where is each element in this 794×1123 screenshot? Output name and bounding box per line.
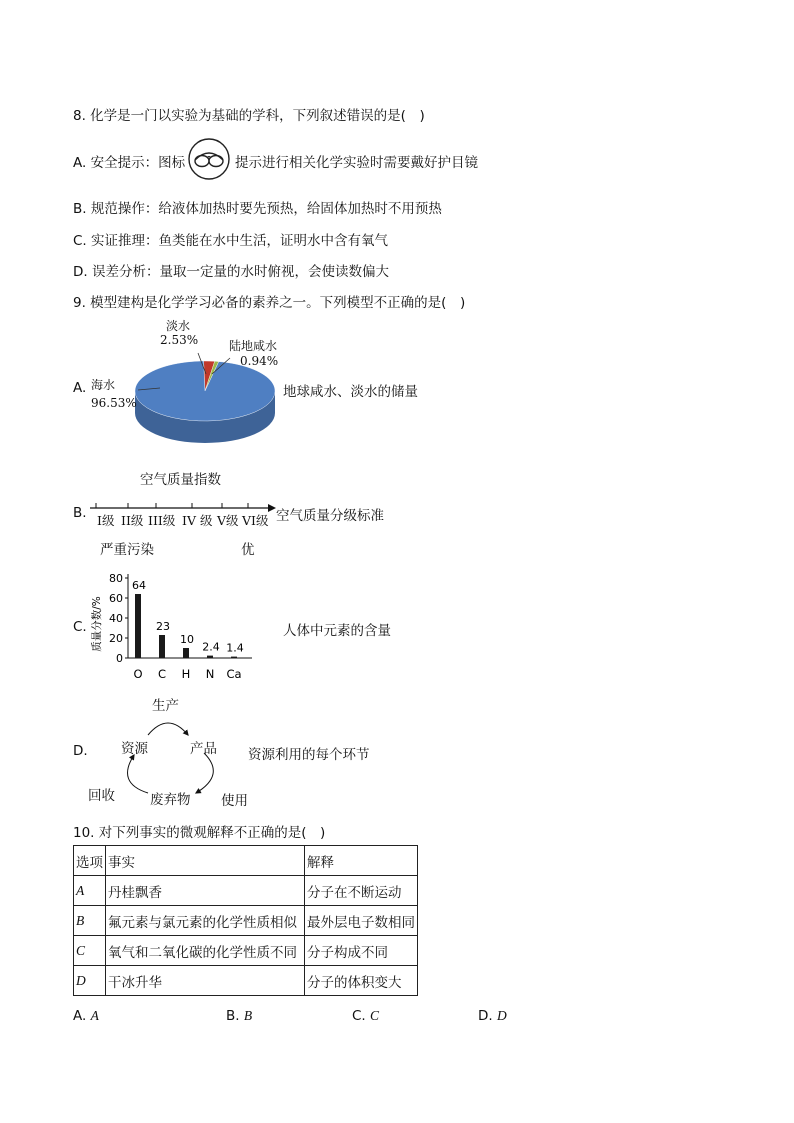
aqi-level-3: III级	[148, 513, 176, 528]
cycle-arrows	[100, 705, 240, 805]
q9-option-a-letter: A.	[73, 380, 87, 396]
q10-option-a	[73, 1008, 99, 1024]
table-header-row	[74, 846, 418, 876]
pie-label-fresh: 淡水	[166, 319, 191, 333]
q9-option-b-caption: 空气质量分级标准	[276, 508, 384, 524]
q10-option-c-value: C	[370, 1008, 380, 1023]
table-header-fact: 事实	[106, 846, 305, 876]
aqi-level-5: V级	[217, 513, 239, 528]
q8-option-b: B. 规范操作：给液体加热时要先预热，给固体加热时不用预热	[73, 201, 442, 217]
q10-option-a-prefix: A.	[73, 1008, 87, 1024]
facts-table	[73, 845, 418, 996]
q8-stem: 8. 化学是一门以实验为基础的学科，下列叙述错误的是( )	[73, 108, 425, 124]
bar-value-label: 23	[156, 620, 170, 633]
aqi-left-end: 严重污染	[100, 542, 154, 558]
aqi-level-1: I级	[97, 513, 115, 528]
q9-option-c-caption: 人体中元素的含量	[283, 623, 391, 639]
table-row	[74, 966, 418, 996]
q10-option-d-prefix: D.	[478, 1008, 493, 1024]
q8-option-a-suffix: 提示进行相关化学实验时需要戴好护目镜	[235, 155, 478, 171]
aqi-level-2: II级	[121, 513, 144, 528]
q9-option-d-letter: D.	[73, 743, 88, 759]
q10-option-d	[478, 1008, 507, 1024]
aqi-level-6: VI级	[242, 513, 269, 528]
table-cell-explanation: 分子构成不同	[305, 936, 418, 966]
pie-pct-sea: 96.53%	[91, 396, 137, 410]
table-cell-explanation: 分子的体积变大	[305, 966, 418, 996]
aqi-right-end: 优	[241, 542, 255, 558]
aqi-axis-title: 空气质量指数	[140, 472, 221, 488]
cycle-node-product: 产品	[190, 741, 217, 757]
bar-value-label: 2.4	[202, 640, 220, 654]
q9-option-b-letter: B.	[73, 505, 87, 521]
q10-option-a-value: A	[90, 1008, 99, 1023]
bar-category-label: H	[181, 667, 191, 681]
q10-option-c-prefix: C.	[352, 1008, 366, 1024]
q9-option-a-caption: 地球咸水、淡水的储量	[283, 384, 418, 400]
q10-stem: 10. 对下列事实的微观解释不正确的是( )	[73, 825, 326, 841]
bar-C	[159, 635, 165, 658]
bar-chart-ytick-label: 20	[109, 632, 123, 645]
bar-O	[135, 594, 141, 658]
q8-option-a-prefix: A. 安全提示：图标	[73, 155, 186, 171]
bar-chart-ytick-label: 0	[116, 652, 123, 665]
pie-label-sea: 海水	[91, 378, 116, 392]
pie-label-land: 陆地咸水	[229, 339, 278, 353]
table-cell-fact: 干冰升华	[106, 966, 305, 996]
cycle-node-resource: 资源	[121, 741, 148, 757]
bar-category-label: O	[133, 667, 143, 681]
bar-N	[207, 656, 213, 658]
bar-category-label: N	[205, 667, 215, 681]
q9-stem: 9. 模型建构是化学学习必备的素养之一。下列模型不正确的是( )	[73, 295, 466, 311]
q10-option-c	[352, 1008, 379, 1024]
q9-option-d-caption: 资源利用的每个环节	[248, 747, 370, 763]
table-cell-option: C	[74, 936, 106, 966]
table-cell-option: D	[74, 966, 106, 996]
table-cell-explanation: 分子在不断运动	[305, 876, 418, 906]
table-row	[74, 906, 418, 936]
table-cell-option: A	[74, 876, 106, 906]
bar-H	[183, 648, 189, 658]
bar-chart-ytick-label: 40	[109, 612, 123, 625]
table-cell-fact: 氧气和二氧化碳的化学性质不同	[106, 936, 305, 966]
table-header-explanation: 解释	[305, 846, 418, 876]
bar-value-label: 1.4	[226, 641, 244, 655]
bar-Ca	[231, 657, 237, 658]
q10-option-b-prefix: B.	[226, 1008, 240, 1024]
bar-category-label: Ca	[226, 667, 242, 681]
goggles-icon	[186, 138, 232, 184]
element-bar-chart	[84, 562, 264, 687]
cycle-edge-use: 使用	[221, 793, 248, 809]
cycle-edge-produce: 生产	[152, 698, 179, 714]
cycle-node-waste: 废弃物	[150, 792, 191, 808]
table-cell-fact: 丹桂飘香	[106, 876, 305, 906]
cycle-edge-recycle: 回收	[88, 788, 115, 804]
bar-value-label: 64	[132, 579, 146, 592]
bar-chart-ylabel: 质量分数/%	[91, 596, 103, 652]
bar-chart-ytick-label: 80	[109, 572, 123, 585]
q10-option-d-value: D	[496, 1008, 507, 1023]
bar-category-label: C	[157, 667, 167, 681]
table-cell-fact: 氟元素与氯元素的化学性质相似	[106, 906, 305, 936]
q8-option-c: C. 实证推理：鱼类能在水中生活，证明水中含有氧气	[73, 233, 389, 249]
pie-leader-lines	[120, 338, 240, 398]
table-cell-explanation: 最外层电子数相同	[305, 906, 418, 936]
aqi-level-4: IV 级	[182, 513, 213, 528]
pie-pct-fresh: 2.53%	[160, 333, 199, 347]
q10-option-b	[226, 1008, 252, 1024]
q8-option-d: D. 误差分析：量取一定量的水时俯视，会使读数偏大	[73, 264, 389, 280]
table-header-option: 选项	[74, 846, 106, 876]
table-row	[74, 936, 418, 966]
table-cell-option: B	[74, 906, 106, 936]
table-row	[74, 876, 418, 906]
pie-pct-land: 0.94%	[240, 354, 279, 368]
bar-chart-ytick-label: 60	[109, 592, 123, 605]
q9-option-c-letter: C.	[73, 619, 87, 635]
bar-value-label: 10	[180, 633, 194, 646]
q10-option-b-value: B	[243, 1008, 253, 1023]
